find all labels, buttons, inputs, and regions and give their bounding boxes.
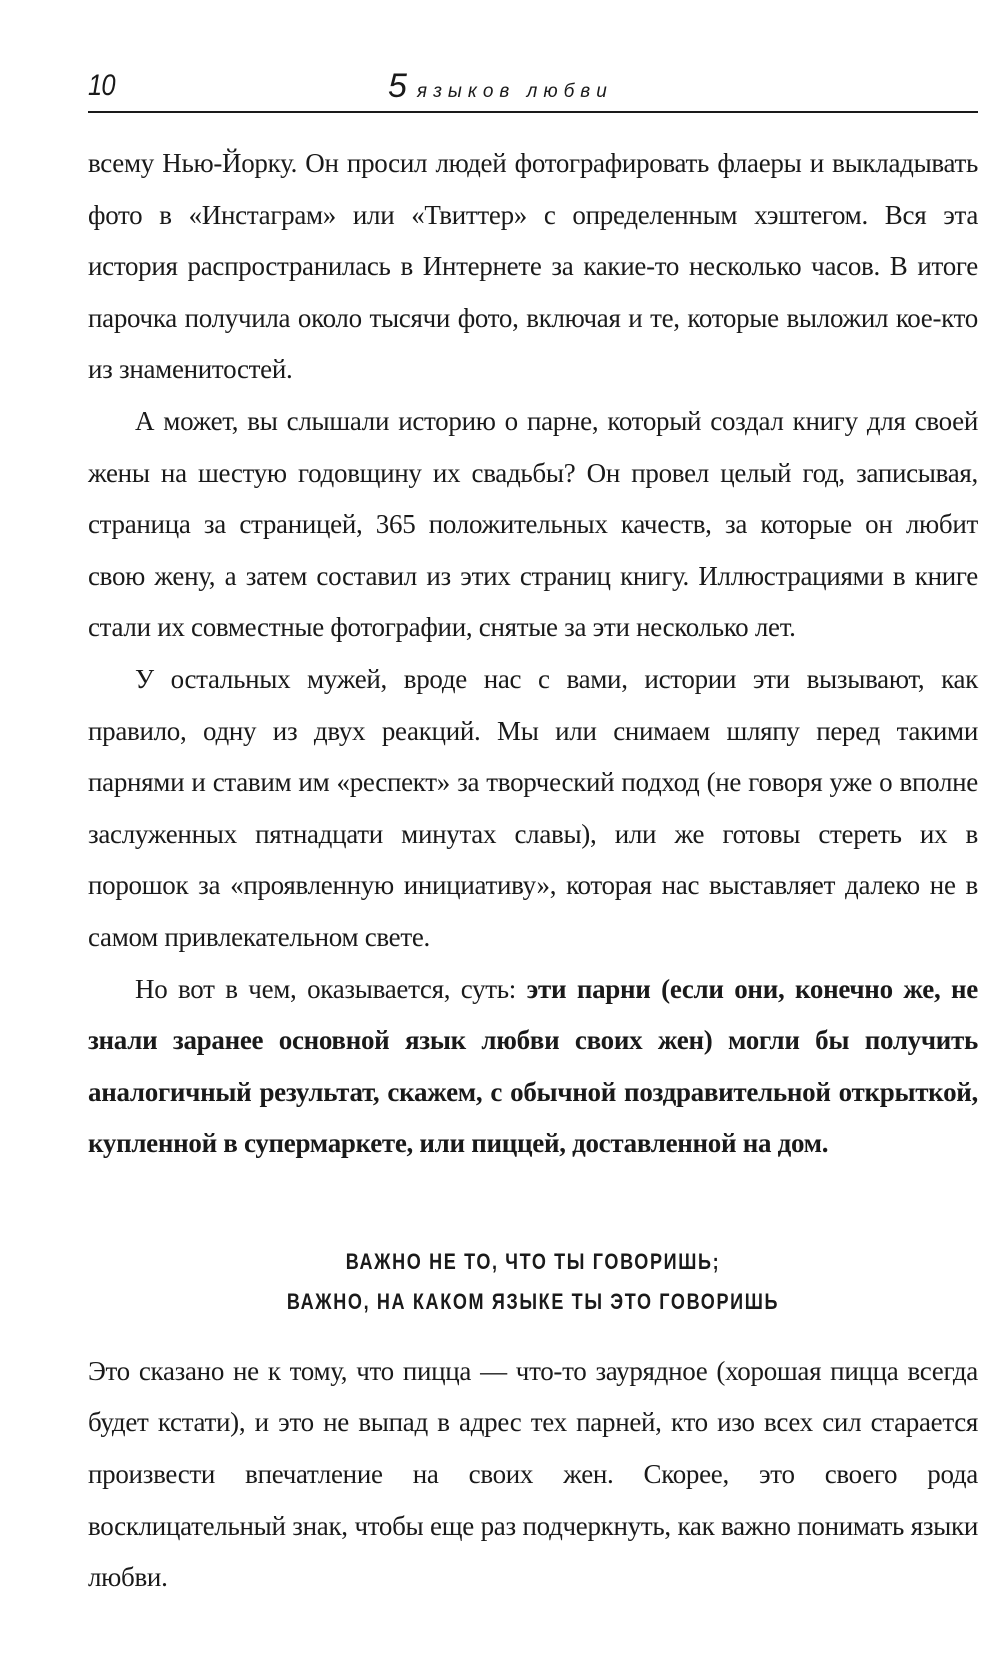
- running-title-words: языков любви: [416, 81, 613, 102]
- running-title-number: 5: [388, 67, 407, 105]
- subheading-line-2: ВАЖНО, НА КАКОМ ЯЗЫКЕ ТЫ ЭТО ГОВОРИШЬ: [286, 1288, 780, 1314]
- running-title: [388, 66, 613, 113]
- paragraph-1: всему Нью-Йорку. Он просил людей фотографировать флаеры и выкладывать фото в «Инстаграм» или «Твиттер» с определенным хэштегом. Вся эта история распространилась в Интернете за какие-то несколько часов. В итоге парочка получила около тысячи фото, включая и те, которые выложил кое-кто из знаменитостей.: [88, 148, 978, 385]
- paragraph-4: [88, 964, 978, 1170]
- body-text: [88, 138, 978, 1604]
- running-head: [88, 66, 978, 106]
- section-subheading: [88, 1242, 978, 1322]
- closing-paragraph: Это сказано не к тому, что пицца — что-то заурядное (хорошая пицца всегда будет кстати), и это не выпад в адрес тех парней, кто изо всех сил старается произвести впечатление на своих жен. Скорее, это своего рода восклицательный знак, чтобы еще раз подчеркнуть, как важно понимать языки любви.: [88, 1355, 978, 1593]
- page-number: 10: [88, 69, 115, 102]
- paragraph-4-emphasis: эти парни (если они, конечно же, не знали заранее основной язык любви своих жен) могли бы получить аналогичный результат, скажем, с обычной поздравительной открыткой, купленной в супермаркете, или пиццей, доставленной на дом.: [88, 973, 978, 1159]
- subheading-line-1: ВАЖНО НЕ ТО, ЧТО ТЫ ГОВОРИШЬ;: [345, 1248, 721, 1274]
- paragraph-2: А может, вы слышали историю о парне, который создал книгу для своей жены на шестую годовщину их свадьбы? Он провел целый год, записывая, страница за страницей, 365 положительных качеств, за которые он любит свою жену, а затем составил из этих страниц книгу. Иллюстрациями в книге стали их совместные фотографии, снятые за эти несколько лет.: [88, 405, 978, 643]
- paragraph-3: У остальных мужей, вроде нас с вами, истории эти вызывают, как правило, одну из двух реакций. Мы или снимаем шляпу перед такими парнями и ставим им «респект» за творческий подход (не говоря уже о вполне заслуженных пятнадцати минутах славы), или же готовы стереть их в порошок за «проявленную инициативу», которая нас выставляет далеко не в самом привлекательном свете.: [88, 663, 978, 952]
- header-divider: [88, 111, 978, 113]
- paragraph-4-plain: Но вот в чем, оказывается, суть:: [135, 973, 527, 1004]
